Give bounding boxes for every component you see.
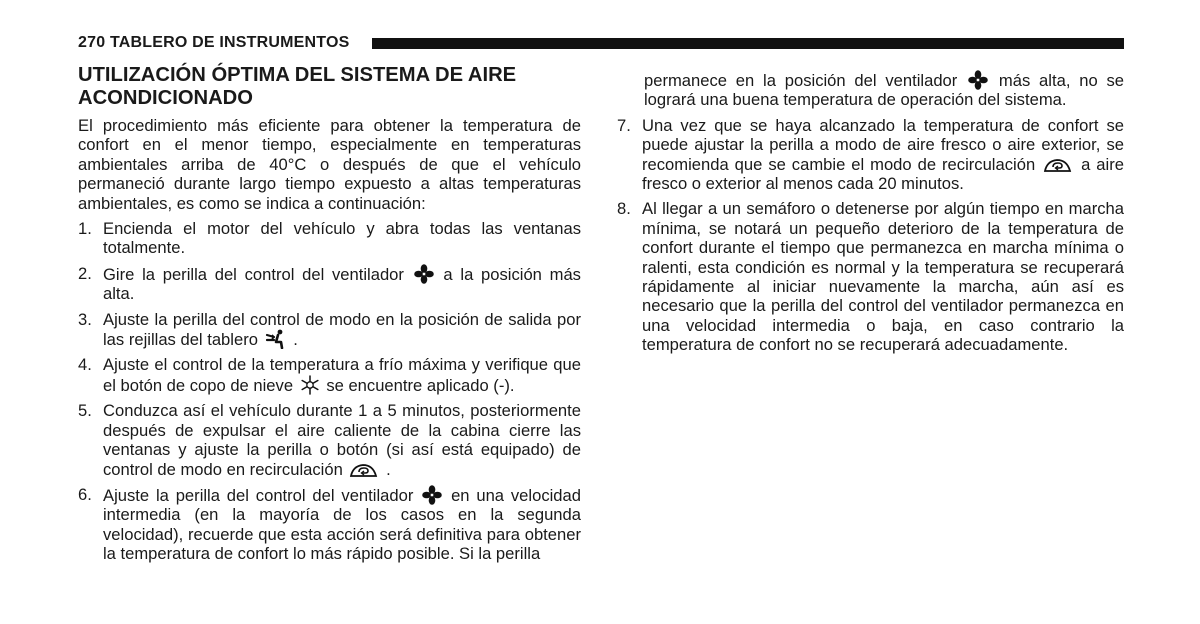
item-text-part: Ajuste la perilla del control de modo en la posición de salida por las rejillas del tablero — [103, 309, 581, 350]
item-text-part: se encuentre aplicado (-). — [326, 375, 515, 395]
item-text-part: Una vez que se haya alcanzado la temperatura de confort se puede ajustar la perilla a modo de aire fresco o aire exterior, se recomienda que se cambie el modo de recirculación — [642, 115, 1124, 174]
fan-icon — [422, 485, 442, 505]
section-title: UTILIZACIÓN ÓPTIMA DEL SISTEMA DE AIRE ACONDICIONADO — [78, 64, 517, 109]
recirculation-icon — [1043, 156, 1073, 174]
header-rule — [372, 38, 1124, 49]
snowflake-icon — [300, 375, 320, 395]
item-text — [103, 401, 581, 479]
list-item — [78, 355, 581, 395]
item-text-part: a aire fresco o exterior al menos cada 20 minutos. — [642, 154, 1124, 194]
fan-icon — [968, 70, 988, 90]
list-item — [78, 310, 581, 350]
item-number: 4. — [78, 355, 92, 375]
item-number: 8. — [617, 199, 631, 219]
panel-vent-icon — [265, 329, 287, 349]
page-header-title: 270 TABLERO DE INSTRUMENTOS — [78, 34, 350, 51]
item-number: 5. — [78, 401, 92, 421]
fan-icon — [414, 264, 434, 284]
list-item — [78, 401, 581, 479]
item-continuation — [617, 70, 1124, 110]
list-item — [78, 219, 581, 258]
item-text — [103, 264, 581, 304]
item-text — [103, 355, 581, 395]
item-text: Encienda el motor del vehículo y abra todas las ventanas totalmente. — [103, 219, 581, 258]
item-number: 3. — [78, 309, 92, 329]
item-number: 2. — [78, 263, 92, 283]
item-number: 7. — [617, 115, 631, 135]
list-item — [617, 199, 1124, 354]
item-text-part: a la posición más alta. — [103, 264, 581, 304]
list-item — [78, 485, 581, 564]
item-text — [642, 116, 1124, 194]
item-text — [103, 310, 581, 350]
item-text-part: en una velocidad intermedia (en la mayoría de los casos en la segunda velocidad), recuerde que esta acción será definitiva para obtener la temperatura de confort lo más rápido posible. Si la perilla — [103, 485, 581, 564]
list-item — [617, 116, 1124, 194]
item-number: 1. — [78, 219, 92, 239]
page-header — [78, 32, 1124, 54]
item-text-part: . — [386, 459, 391, 479]
item-text-part: Ajuste el control de la temperatura a frío máxima y verifique que el botón de copo de nieve — [103, 355, 581, 395]
item-text-part: Conduzca así el vehículo durante 1 a 5 minutos, posteriormente después de expulsar el aire caliente de la cabina cierre las ventanas y ajuste la perilla o botón (si así está equipado) de control de modo en recirculación — [103, 401, 581, 479]
list-item — [78, 264, 581, 304]
item-text: Al llegar a un semáforo o detenerse por algún tiempo en marcha mínima, se notará un pequeño deterioro de la temperatura de confort durante el tiempo que permanezca en marcha mínima o ralenti, esta condición es normal y la temperatura se recuperará rápidamente al iniciar nuevamente la marcha, aún así es necesario que la perilla del control del ventilador permanezca en una velocidad intermedia o baja, en caso contrario la temperatura de confort no se recuperará adecuadamente. — [642, 199, 1124, 355]
section-intro: El procedimiento más eficiente para obtener la temperatura de confort en el menor tiempo, especialmente en temperaturas ambientales arriba de 40°C o después de que el vehículo permaneció durante largo tiempo expuesto a altas temperaturas ambientales, es como se indica a continuación: — [78, 116, 581, 213]
item-text-part: Ajuste la perilla del control del ventilador — [103, 485, 414, 505]
item-text-part: . — [293, 330, 298, 350]
item-text — [103, 485, 581, 564]
recirculation-icon — [349, 461, 379, 479]
item-text-part: más alta, no se logrará una buena temperatura de operación del sistema. — [644, 71, 1124, 110]
item-text-part: permanece en la posición del ventilador — [644, 71, 958, 90]
right-column — [617, 70, 1124, 355]
item-number: 6. — [78, 484, 92, 504]
item-text-part: Gire la perilla del control del ventilador — [103, 264, 404, 284]
left-column — [78, 64, 581, 564]
